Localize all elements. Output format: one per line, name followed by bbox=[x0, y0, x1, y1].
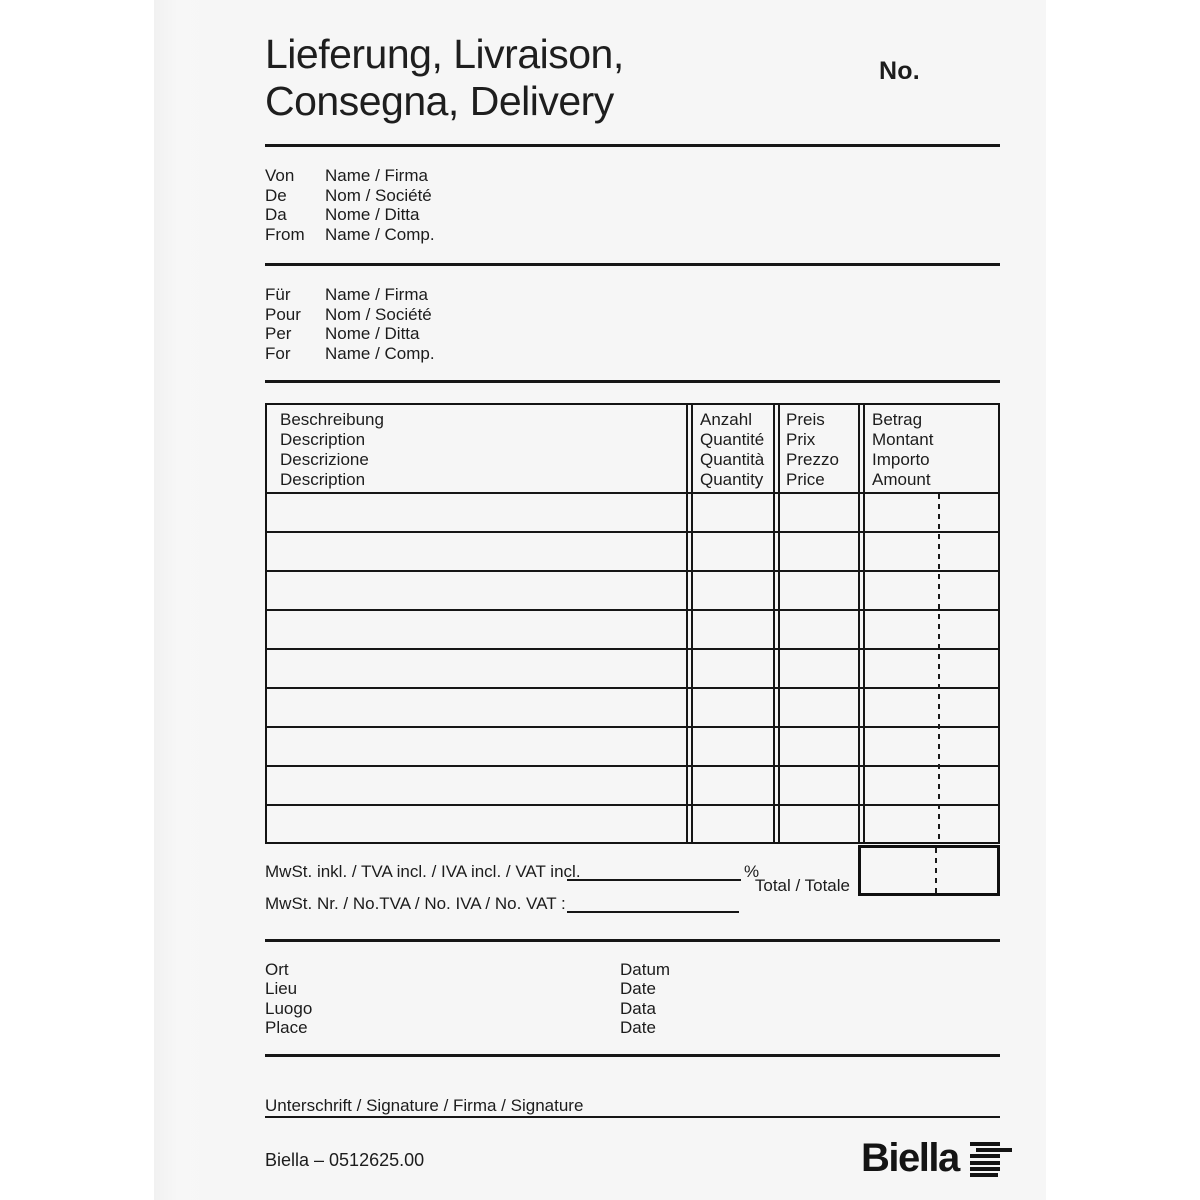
logo-bar bbox=[976, 1148, 1012, 1152]
col-header-price bbox=[786, 410, 839, 490]
col-header-line: Montant bbox=[872, 430, 934, 449]
recipient-row bbox=[265, 305, 435, 325]
place-label-en: Place bbox=[265, 1017, 308, 1037]
col-header-line: Preis bbox=[786, 410, 825, 429]
item-row bbox=[267, 572, 998, 611]
item-row bbox=[267, 806, 998, 845]
logo-bar bbox=[970, 1154, 1000, 1158]
col-header-line: Importo bbox=[872, 450, 930, 469]
recipient-field-hint: Name / Comp. bbox=[325, 343, 435, 363]
divider-line bbox=[265, 380, 1000, 383]
decimal-dashed-line bbox=[938, 494, 940, 842]
col-header-quantity bbox=[700, 410, 764, 490]
items-table bbox=[265, 403, 1000, 844]
item-row bbox=[267, 650, 998, 689]
sender-field-hint: Nome / Ditta bbox=[325, 205, 420, 224]
sender-row bbox=[265, 166, 435, 186]
col-header-line: Quantity bbox=[700, 470, 764, 489]
item-row bbox=[267, 728, 998, 767]
column-separator bbox=[773, 405, 780, 842]
col-header-amount bbox=[872, 410, 933, 490]
col-header-line: Betrag bbox=[872, 410, 923, 429]
place-label-de: Ort bbox=[265, 960, 289, 979]
vat-included-fill-line bbox=[567, 861, 741, 881]
item-row bbox=[267, 767, 998, 806]
sender-field-hint: Name / Firma bbox=[325, 166, 428, 185]
col-header-line: Prezzo bbox=[786, 450, 839, 469]
stacked-pages-icon bbox=[970, 1142, 1012, 1178]
logo-bar bbox=[970, 1167, 1000, 1171]
recipient-label-en: For bbox=[265, 343, 291, 363]
sender-label-it: Da bbox=[265, 205, 287, 224]
logo-bar bbox=[970, 1142, 1000, 1146]
sender-field-hint: Nom / Société bbox=[325, 185, 432, 205]
recipient-row bbox=[265, 344, 435, 364]
delivery-note-form bbox=[154, 0, 1046, 1200]
decimal-dashed-line bbox=[935, 848, 937, 893]
col-header-line: Description bbox=[280, 430, 366, 449]
sender-label-de: Von bbox=[265, 166, 295, 185]
col-header-line: Beschreibung bbox=[280, 410, 384, 429]
col-header-line: Quantità bbox=[700, 450, 765, 469]
recipient-label-de: Für bbox=[265, 285, 291, 304]
column-separator bbox=[686, 405, 693, 842]
form-number: Biella – 0512625.00 bbox=[265, 1150, 425, 1170]
items-rows bbox=[267, 494, 998, 845]
page-title-line1: Lieferung, Livraison, bbox=[265, 31, 624, 77]
vat-number-label: MwSt. Nr. / No.TVA / No. IVA / No. VAT : bbox=[265, 894, 566, 913]
date-label-en: Date bbox=[620, 1017, 656, 1037]
date-label-it: Data bbox=[620, 998, 656, 1018]
place-label-it: Luogo bbox=[265, 998, 313, 1018]
col-header-line: Prix bbox=[786, 430, 816, 449]
total-amount-box bbox=[858, 845, 1000, 896]
recipient-block bbox=[265, 285, 435, 363]
recipient-label-fr: Pour bbox=[265, 304, 301, 324]
recipient-field-hint: Name / Firma bbox=[325, 285, 428, 304]
recipient-field-hint: Nom / Société bbox=[325, 304, 432, 324]
sender-field-hint: Name / Comp. bbox=[325, 224, 435, 244]
place-labels bbox=[265, 960, 312, 1037]
sender-row bbox=[265, 186, 435, 206]
column-separator bbox=[858, 405, 865, 842]
vat-number-fill-line bbox=[567, 893, 739, 913]
number-label: No. bbox=[879, 57, 920, 85]
total-label: Total / Totale bbox=[754, 876, 850, 895]
divider-line bbox=[265, 263, 1000, 266]
divider-line bbox=[265, 1054, 1000, 1057]
signature-label: Unterschrift / Signature / Firma / Signature bbox=[265, 1096, 584, 1115]
items-table-header bbox=[267, 405, 998, 494]
sender-label-en: From bbox=[265, 224, 305, 244]
page-title bbox=[265, 31, 624, 125]
divider-line bbox=[265, 939, 1000, 942]
sender-block bbox=[265, 166, 435, 244]
divider-line bbox=[265, 144, 1000, 147]
logo-bar bbox=[970, 1161, 1000, 1165]
item-row bbox=[267, 494, 998, 533]
sender-row bbox=[265, 205, 435, 225]
place-label-fr: Lieu bbox=[265, 979, 298, 999]
sender-label-fr: De bbox=[265, 185, 287, 205]
signature-line bbox=[265, 1116, 1000, 1118]
item-row bbox=[267, 533, 998, 572]
date-label-fr: Date bbox=[620, 979, 656, 999]
col-header-line: Descrizione bbox=[280, 450, 369, 469]
col-header-line: Quantité bbox=[700, 430, 765, 449]
recipient-row bbox=[265, 324, 435, 344]
sender-row bbox=[265, 225, 435, 245]
col-header-line: Anzahl bbox=[700, 410, 752, 429]
logo-bar bbox=[970, 1173, 998, 1177]
biella-logo-text: Biella bbox=[861, 1136, 959, 1180]
item-row bbox=[267, 611, 998, 650]
date-label-de: Datum bbox=[620, 960, 671, 979]
col-header-description bbox=[280, 410, 384, 490]
recipient-row bbox=[265, 285, 435, 305]
recipient-field-hint: Nome / Ditta bbox=[325, 324, 420, 343]
col-header-line: Amount bbox=[872, 470, 931, 489]
col-header-line: Description bbox=[280, 470, 366, 489]
date-labels bbox=[620, 960, 670, 1037]
col-header-line: Price bbox=[786, 470, 825, 489]
item-row bbox=[267, 689, 998, 728]
vat-included-label: MwSt. inkl. / TVA incl. / IVA incl. / VAT incl. bbox=[265, 862, 581, 881]
recipient-label-it: Per bbox=[265, 324, 292, 343]
percent-sign: % bbox=[744, 862, 760, 881]
page-title-line2: Consegna, Delivery bbox=[265, 78, 614, 124]
form-content bbox=[265, 0, 1000, 1200]
